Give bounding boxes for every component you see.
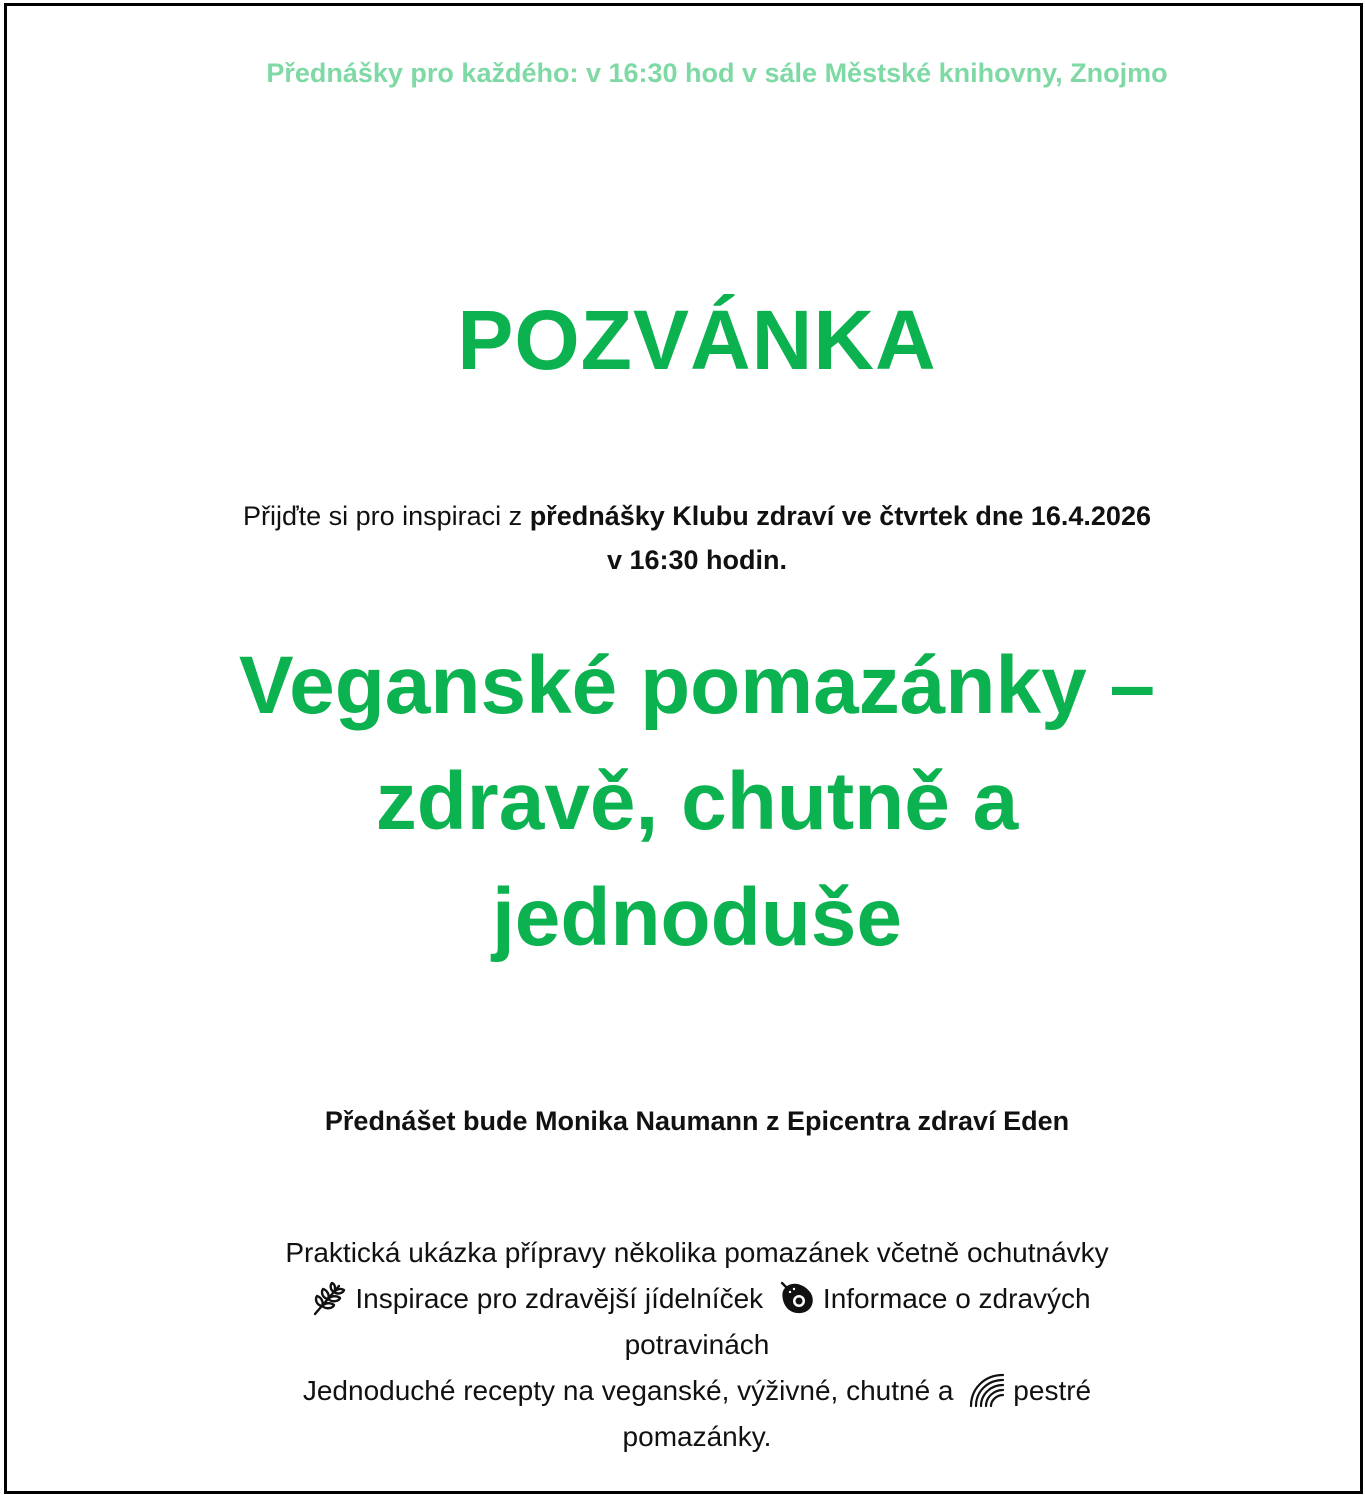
details-line-4 xyxy=(107,1368,1287,1414)
recipes-text-part2: pestré xyxy=(1013,1375,1092,1406)
topic-line-2: zdravě, chutně a xyxy=(375,756,1019,847)
rainbow-icon xyxy=(967,1370,1007,1410)
details-line-1: Praktická ukázka přípravy několika pomazánek včetně ochutnávky xyxy=(285,1237,1109,1268)
intro-paragraph xyxy=(67,494,1327,582)
intro-prefix: Přijďte si pro inspiraci z xyxy=(243,501,530,531)
details-line-5: pomazánky. xyxy=(622,1421,772,1452)
page-title: POZVÁNKA xyxy=(457,293,937,387)
topic-line-1: Veganské pomazánky – xyxy=(238,640,1156,731)
intro-bold-2: v 16:30 hodin. xyxy=(606,545,788,575)
intro-line-2 xyxy=(67,538,1327,582)
document-page xyxy=(4,3,1363,1494)
recipes-text-part1: Jednoduché recepty na veganské, výživné, chutné a xyxy=(302,1375,954,1406)
avocado-icon xyxy=(777,1278,817,1318)
details-section xyxy=(107,1230,1287,1460)
details-line-3: potravinách xyxy=(624,1329,770,1360)
lecturer-line: Přednášet bude Monika Naumann z Epicentra zdraví Eden xyxy=(324,1106,1070,1136)
wheat-icon xyxy=(309,1278,349,1318)
topic-line-3: jednoduše xyxy=(491,872,903,963)
topic-heading xyxy=(47,628,1347,976)
inspiration-text: Inspirace pro zdravější jídelníček xyxy=(355,1283,764,1314)
intro-line-1 xyxy=(67,494,1327,538)
info-text-part1: Informace o zdravých xyxy=(822,1283,1091,1314)
details-line-2 xyxy=(107,1276,1287,1322)
header-line: Přednášky pro každého: v 16:30 hod v sále Městské knihovny, Znojmo xyxy=(266,58,1168,88)
intro-bold-1: přednášky Klubu zdraví ve čtvrtek dne 16.4.2026 xyxy=(529,501,1151,531)
